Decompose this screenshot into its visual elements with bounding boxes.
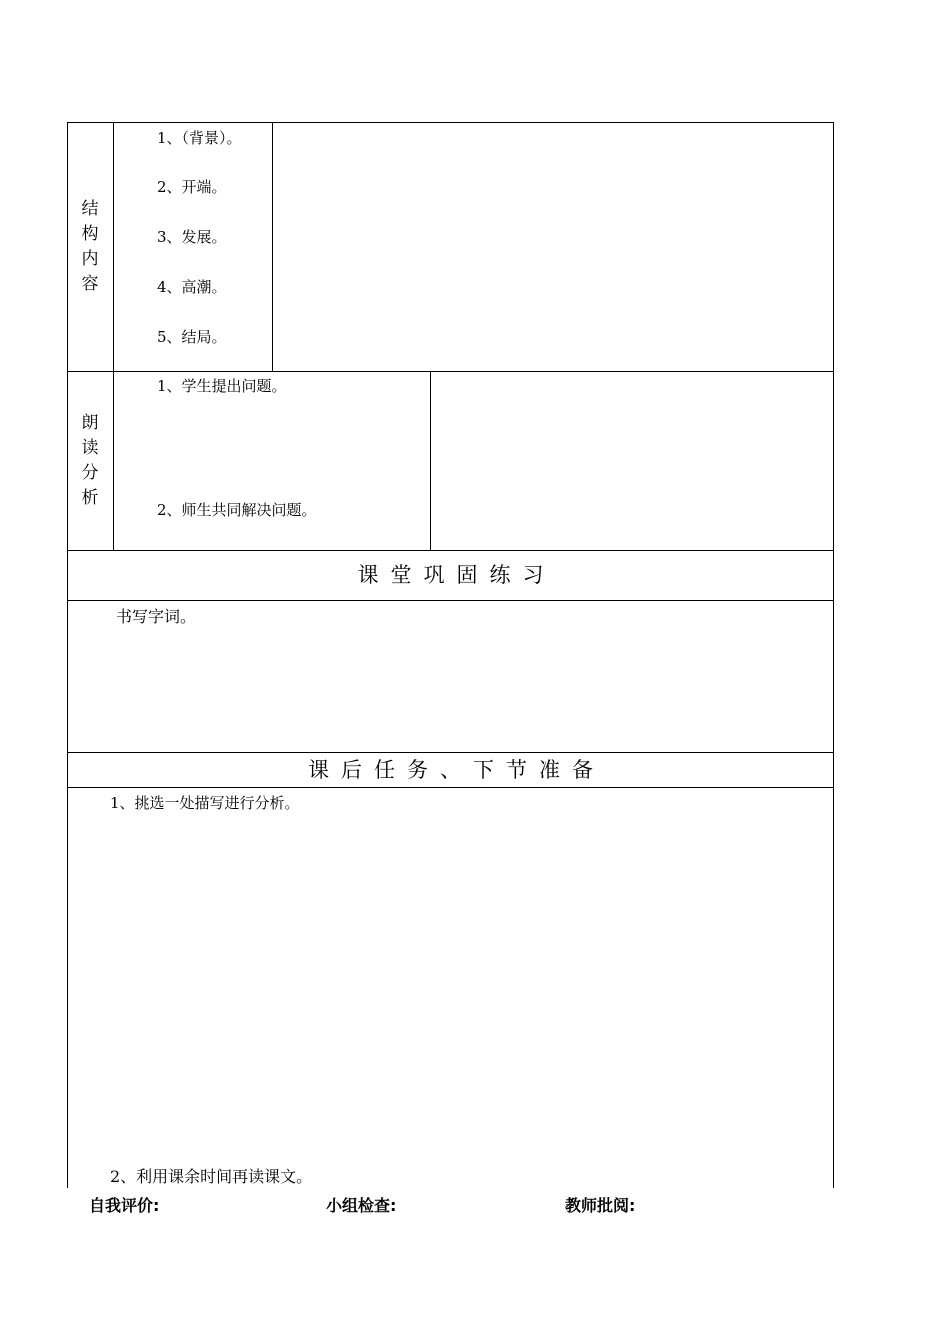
structure-item-background: 1、（背景）。 (157, 129, 242, 147)
reading-label (67, 411, 113, 511)
structure-label-char: 构 (81, 224, 99, 244)
structure-item-ending: 5、结局。 (157, 328, 227, 346)
reading-answer-area[interactable] (431, 372, 833, 550)
reading-label-char: 读 (81, 438, 99, 458)
practice-heading: 课堂巩固练习 (357, 563, 556, 587)
structure-answer-area[interactable] (273, 123, 833, 371)
structure-label-char: 结 (81, 199, 99, 219)
reading-label-char: 分 (81, 463, 99, 483)
self-evaluation-label: 自我评价: (89, 1196, 160, 1215)
homework-heading: 课后任务、下节准备 (308, 758, 605, 782)
structure-label-char: 内 (81, 249, 99, 269)
teacher-review-label: 教师批阅: (565, 1196, 636, 1215)
reading-label-char: 析 (81, 488, 99, 508)
homework-item-analysis: 1、挑选一处描写进行分析。 (110, 794, 300, 812)
structure-item-beginning: 2、开端。 (157, 178, 227, 196)
practice-content: 书写字词。 (116, 607, 197, 626)
homework-item-reread: 2、利用课余时间再读课文。 (110, 1167, 313, 1186)
structure-label (67, 197, 113, 297)
reading-item-questions: 1、学生提出问题。 (157, 377, 287, 395)
reading-item-solve: 2、师生共同解决问题。 (157, 501, 317, 519)
structure-label-char: 容 (81, 274, 99, 294)
structure-item-climax: 4、高潮。 (157, 278, 227, 296)
reading-label-char: 朗 (81, 413, 99, 433)
structure-item-development: 3、发展。 (157, 228, 227, 246)
group-check-label: 小组检查: (326, 1196, 397, 1215)
